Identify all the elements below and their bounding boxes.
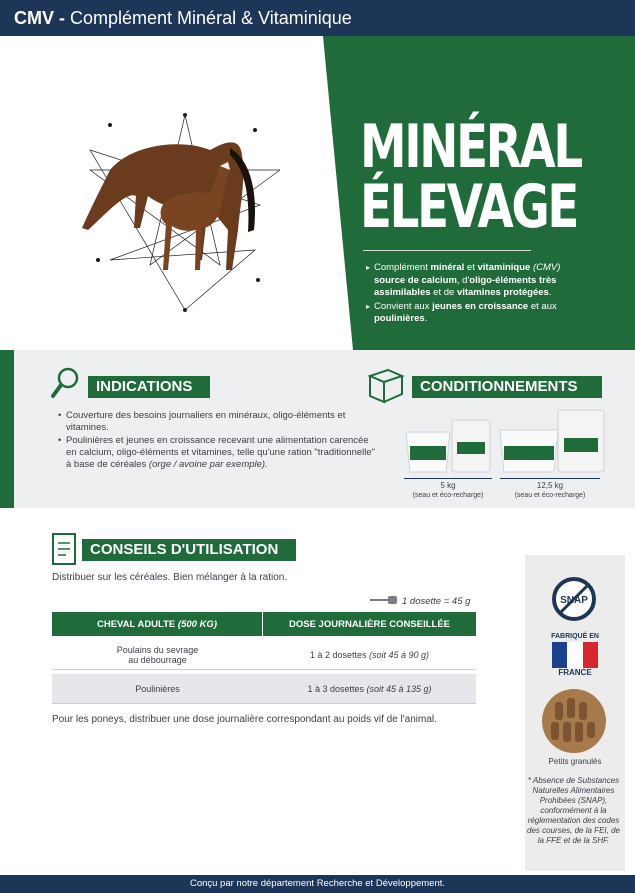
pack2-weight: 12,5 kg: [536, 481, 564, 490]
france-flag-icon: [552, 642, 598, 668]
pack1-weight: 5 kg: [440, 481, 456, 490]
magnifier-icon: [50, 366, 80, 400]
horse-photo: [70, 110, 280, 320]
row1-label-line1: Poulains du sevrage: [116, 644, 199, 655]
hero-title-line1: MINÉRAL: [360, 112, 581, 182]
clipboard-icon: [50, 530, 78, 566]
hero-bullet-run: .: [424, 313, 428, 324]
table-header: [52, 612, 476, 636]
table-cell: Poulinières: [135, 683, 180, 694]
scoop-icon: [368, 595, 398, 605]
header-brand: CMV -: [14, 8, 65, 28]
table-col2-header: DOSE JOURNALIÈRE CONSEILLÉE: [289, 618, 450, 630]
header-bar: [0, 0, 635, 36]
table-row: [52, 640, 476, 670]
pack1-desc: (seau et éco-recharge): [412, 492, 484, 499]
header-subtitle: Complément Minéral & Vitaminique: [70, 8, 352, 28]
hero-bullet-run: .: [548, 287, 552, 298]
row1-label-line2: au débourrage: [128, 654, 187, 665]
hero-bullets: [366, 262, 581, 327]
hero-bullet-run: Convient aux: [374, 300, 433, 312]
hero-title-line2: ÉLEVAGE: [360, 172, 578, 242]
row2-dose: 1 à 3 dosettes: [307, 683, 364, 694]
no-snap-icon: [551, 576, 597, 622]
hero-bullet-run: (CMV): [532, 262, 561, 273]
hero-bullet-run: et aux: [528, 300, 557, 312]
snap-note: * Absence de Substances Naturelles Alimentaires Prohibées (SNAP), conformément à la réglementation des codes des courses, de la FEI, de la FFE et de la SHF.: [527, 776, 620, 845]
hero-bullet-run: poulinières: [374, 313, 425, 324]
header-title: [14, 8, 352, 29]
indication-text: Poulinières et jeunes en croissance recevant une alimentation carencée en calcium, oligo-éléments et vitamines, telle qu'une ration "traditionnelle" à base de céréales: [66, 435, 376, 470]
col1-label: CHEVAL ADULTE: [96, 618, 176, 630]
made-in-country: FRANCE: [558, 668, 592, 677]
granules-label: Petits granulés: [548, 757, 602, 766]
hero-bullet: [366, 301, 581, 326]
indication-text: Couverture des besoins journaliers en minéraux, oligo-éléments et vitamines.: [66, 410, 346, 433]
table-cell: [263, 650, 476, 660]
table-col1-header: [52, 612, 263, 636]
hero-bullet-run: vitaminique: [477, 262, 531, 273]
hero-bullet-run: , d': [456, 274, 470, 286]
hero-bullet-run: minéral: [430, 262, 465, 273]
indication-item: [58, 410, 378, 434]
table-cell: [263, 684, 476, 694]
row2-dose-note: (soit 45 à 135 g): [366, 683, 432, 694]
indications-list: [58, 410, 378, 472]
table-row: [52, 674, 476, 704]
pack1-divider: [404, 478, 492, 479]
indication-example: (orge / avoine par exemple).: [148, 459, 268, 470]
indications-title: INDICATIONS: [88, 376, 210, 398]
table-cell: [52, 645, 263, 665]
conseils-intro: Distribuer sur les céréales. Bien mélanger à la ration.: [52, 572, 288, 583]
pack2-caption: [500, 481, 600, 501]
pony-note: Pour les poneys, distribuer une dose journalière correspondant au poids vif de l'animal.: [52, 714, 437, 725]
row1-dose-note: (soit 45 à 90 g): [369, 649, 430, 660]
hero-bullet-run: oligo-éléments très assimilables: [374, 274, 557, 298]
band-accent: [0, 350, 14, 508]
conditionnements-title: CONDITIONNEMENTS: [412, 376, 602, 398]
col1-unit: (500 KG): [177, 618, 217, 630]
made-in-label: FABRIQUÉ EN: [551, 633, 599, 640]
pack2-divider: [500, 478, 600, 479]
granules-image: [541, 688, 607, 754]
pack-12kg-image: [498, 408, 606, 476]
conseils-title: CONSEILS D'UTILISATION: [82, 539, 296, 561]
hero-bullet: [366, 262, 581, 300]
row1-dose: 1 à 2 dosettes: [309, 649, 367, 660]
box-icon: [366, 366, 406, 404]
pack1-caption: [404, 481, 492, 501]
hero-bullet-run: vitamines protégées: [456, 287, 549, 298]
dosage-table: [52, 612, 476, 704]
hero-bullet-run: et: [464, 262, 478, 273]
dose-note: 1 dosette = 45 g: [402, 596, 471, 607]
hero-divider: [363, 250, 531, 251]
hero-bullet-run: et de: [430, 287, 457, 298]
indication-item: [58, 435, 378, 471]
hero-bullet-run: source de calcium: [374, 274, 457, 286]
pack2-desc: (seau et éco-recharge): [514, 492, 586, 499]
snap-logo-text: SNAP: [560, 595, 588, 606]
hero-bullet-run: jeunes en croissance: [432, 300, 529, 312]
footer: Conçu par notre département Recherche et Développement.: [0, 875, 635, 893]
hero-bullet-run: Complément: [374, 262, 431, 273]
pack-5kg-image: [404, 418, 500, 476]
